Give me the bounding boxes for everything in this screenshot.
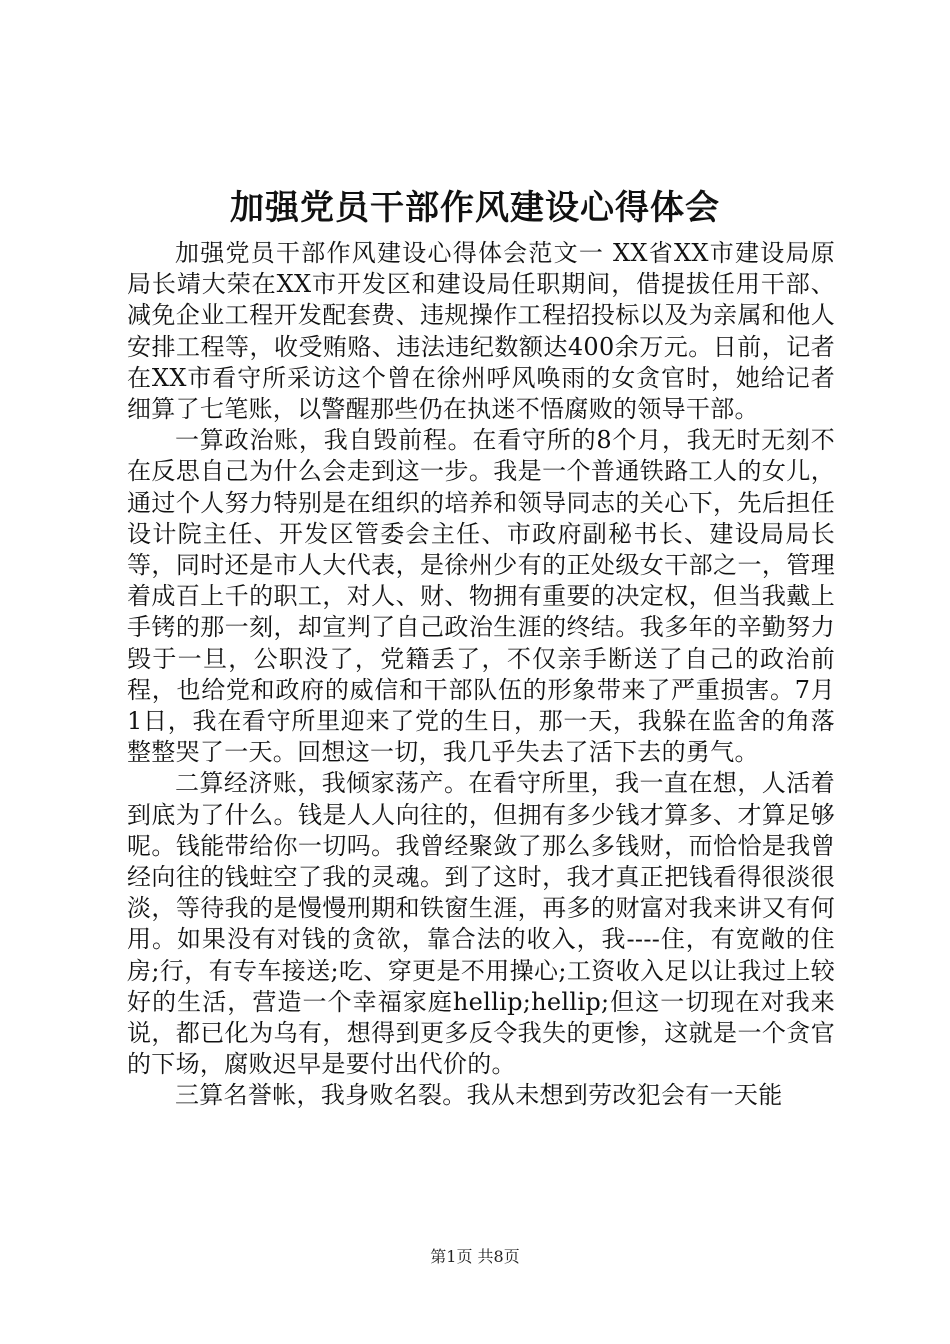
paragraph-economic-account: 二算经济账，我倾家荡产。在看守所里，我一直在想，人活着到底为了什么。钱是人人向往的，但拥有多少钱才算多、才算足够呢。钱能带给你一切吗。我曾经聚敛了那么多钱财，而恰恰是我曾经向往的钱蛀空了我的灵魂。到了这时，我才真正把钱看得很淡很淡，等待我的是慢慢刑期和铁窗生涯，再多的财富对我来讲又有何用。如果没有对钱的贪欲，靠合法的收入，我----住，有宽敞的住房;行，有专车接送;吃、穿更是不用操心;工资收入足以让我过上较好的生活，营造一个幸福家庭hellip;hellip;但这一切现在对我来说，都已化为乌有，想得到更多反令我失的更惨，这就是一个贪官的下场，腐败迟早是要付出代价的。 — [127, 769, 835, 1079]
paragraph-political-account: 一算政治账，我自毁前程。在看守所的8个月，我无时无刻不在反思自己为什么会走到这一步。我是一个普通铁路工人的女儿，通过个人努力特别是在组织的培养和领导同志的关心下，先后担任设计院主任、开发区管委会主任、市政府副秘书长、建设局局长等，同时还是市人大代表，是徐州少有的正处级女干部之一，管理着成百上千的职工，对人、财、物拥有重要的决定权，但当我戴上手铐的那一刻，却宣判了自己政治生涯的终结。我多年的辛勤努力毁于一旦，公职没了，党籍丢了，不仅亲手断送了自己的政治前程，也给党和政府的威信和干部队伍的形象带来了严重损害。7月1日，我在看守所里迎来了党的生日，那一天，我躲在监舍的角落整整哭了一天。回想这一切，我几乎失去了活下去的勇气。 — [127, 426, 835, 767]
page-footer: 第1页 共8页 — [430, 1247, 520, 1266]
paragraph-intro: 加强党员干部作风建设心得体会范文一 XX省XX市建设局原局长靖大荣在XX市开发区和建设局任职期间，借提拔任用干部、减免企业工程开发配套费、违规操作工程招投标以及为亲属和他人安排工程等，收受贿赂、违法违纪数额达400余万元。日前，记者在XX市看守所采访这个曾在徐州呼风唤雨的女贪官时，她给记者细算了七笔账，以警醒那些仍在执迷不悟腐败的领导干部。 — [127, 239, 835, 424]
document-title: 加强党员干部作风建设心得体会 — [230, 188, 720, 228]
paragraph-reputation-account: 三算名誉帐，我身败名裂。我从未想到劳改犯会有一天能 — [175, 1081, 783, 1110]
document-body — [127, 238, 835, 1112]
